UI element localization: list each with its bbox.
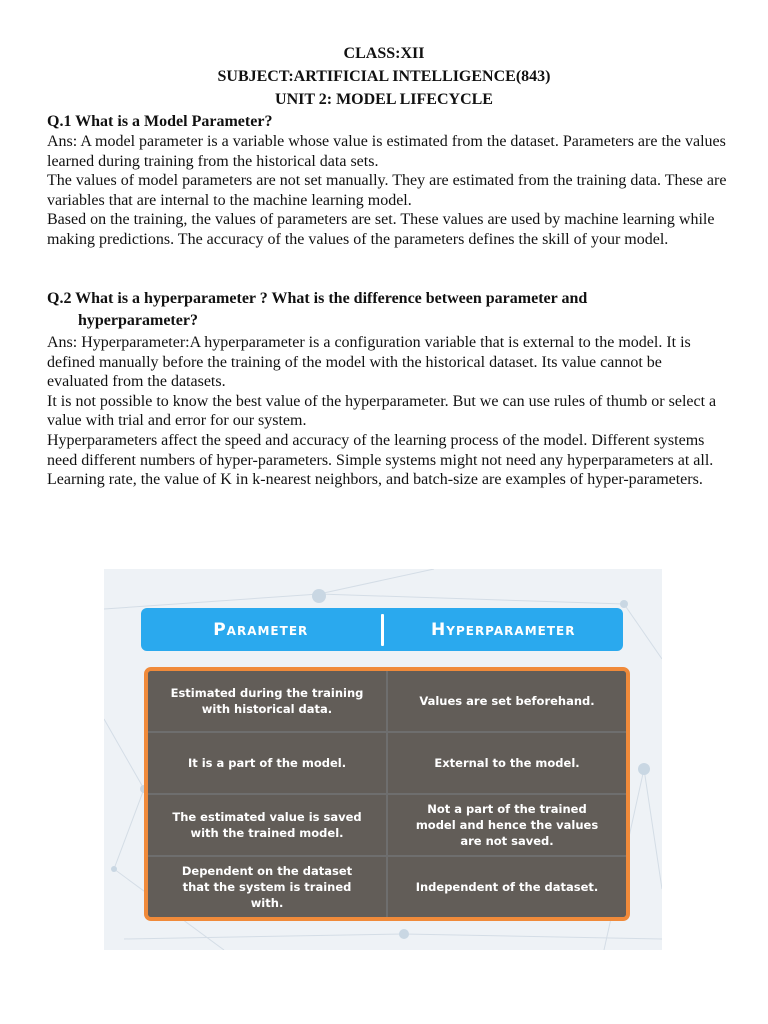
answer-2	[47, 333, 727, 490]
header-hyperparameter: Hyperparameter	[431, 619, 576, 640]
header-parameter: Parameter	[213, 619, 309, 640]
table-header-bar	[141, 608, 623, 651]
unit-heading: UNIT 2: MODEL LIFECYCLE	[275, 91, 493, 108]
answer-2-para-1: Ans: Hyperparameter:A hyperparameter is a configuration variable that is external to the model. It is defined manually before the training of the model with the historical dataset. Its value cannot be evaluated from the datasets.	[47, 334, 691, 391]
comparison-figure	[104, 569, 662, 950]
question-2-line-2: hyperparameter?	[78, 312, 198, 329]
cell-hyper-2: External to the model.	[388, 733, 626, 793]
answer-1-para-2: The values of model parameters are not set manually. They are estimated from the training data. These are variables that are internal to the machine learning model.	[47, 172, 727, 209]
cell-hyper-4: Independent of the dataset.	[388, 857, 626, 917]
answer-1-para-1: Ans: A model parameter is a variable whose value is estimated from the dataset. Parameters are the values learned during training from the historical data sets.	[47, 133, 726, 170]
cell-param-3: The estimated value is saved with the trained model.	[148, 795, 386, 855]
cell-param-4: Dependent on the dataset that the system is trained with.	[148, 857, 386, 917]
answer-1	[47, 132, 727, 250]
cell-param-1: Estimated during the training with historical data.	[148, 671, 386, 731]
question-2-line-1: Q.2 What is a hyperparameter ? What is the difference between parameter and	[47, 290, 588, 307]
subject-heading: SUBJECT:ARTIFICIAL INTELLIGENCE(843)	[217, 68, 551, 85]
comparison-table	[144, 667, 630, 921]
answer-2-para-4: Learning rate, the value of K in k-nearest neighbors, and batch-size are examples of hyper-parameters.	[47, 471, 703, 489]
answer-2-para-2: It is not possible to know the best value of the hyperparameter. But we can use rules of thumb or select a value with trial and error for our system.	[47, 392, 717, 430]
cell-hyper-1: Values are set beforehand.	[388, 671, 626, 731]
class-heading: CLASS:XII	[343, 45, 425, 62]
cell-param-2: It is a part of the model.	[148, 733, 386, 793]
answer-1-para-3: Based on the training, the values of parameters are set. These values are used by machine learning while making predictions. The accuracy of the values of the parameters defines the skill of your model.	[47, 211, 715, 248]
cell-hyper-3: Not a part of the trained model and hence the values are not saved.	[388, 795, 626, 855]
answer-2-para-3: Hyperparameters affect the speed and accuracy of the learning process of the model. Different systems need different numbers of hyper-parameters. Simple systems might not need any hyperparameters at all.	[47, 431, 714, 469]
question-1: Q.1 What is a Model Parameter?	[47, 113, 273, 130]
